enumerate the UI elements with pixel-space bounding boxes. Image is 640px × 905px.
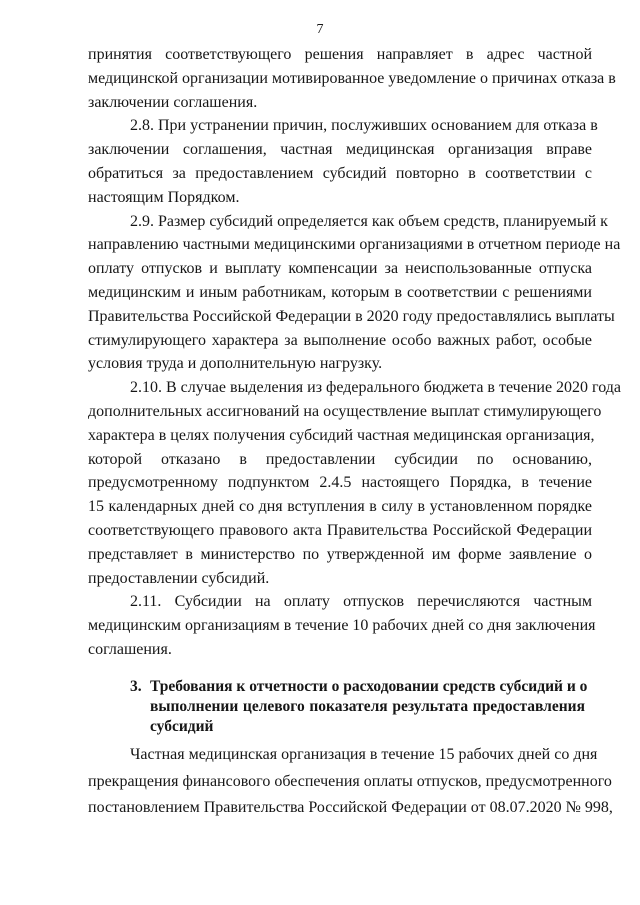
text-line: прекращения финансового обеспечения оплаты отпусков, предусмотренного	[88, 772, 612, 790]
text-line: соглашения.	[88, 640, 172, 658]
text-line: 2.10. В случае выделения из федерального бюджета в течение 2020 года	[130, 379, 621, 397]
text-line: 2.8. При устранении причин, послуживших основанием для отказа в	[130, 117, 598, 135]
text-line: стимулирующего характера за выполнение особо важных работ, особые	[88, 331, 592, 349]
document-body	[88, 43, 621, 662]
text-line: заключении соглашения.	[88, 93, 258, 111]
text-line: медицинской организации мотивированное уведомление о причинах отказа в	[88, 69, 616, 87]
text-line: принятия соответствующего решения направляет в адрес частной	[88, 46, 592, 63]
paragraph-continuation	[88, 43, 616, 114]
section-heading	[130, 677, 588, 737]
text-line: оплату отпусков и выплату компенсации за неиспользованные отпуска	[88, 260, 592, 278]
text-line: 2.9. Размер субсидий определяется как объем средств, планируемый к	[130, 212, 608, 230]
heading-line: субсидий	[150, 718, 214, 735]
text-line: предоставлении субсидий.	[88, 569, 270, 587]
text-line: направлению частными медицинскими организациями в отчетном периоде на	[88, 236, 621, 254]
paragraph-2-9	[88, 210, 621, 377]
text-line: дополнительных ассигнований на осуществление выплат стимулирующего	[88, 402, 602, 420]
section-number: 3.	[130, 678, 142, 695]
section-title	[150, 677, 588, 737]
text-line: Частная медицинская организация в течение 15 рабочих дней со дня	[130, 746, 598, 763]
text-line: характера в целях получения субсидий частная медицинская организация,	[88, 426, 595, 444]
text-line: представляет в министерство по утвержденной им форме заявление о	[88, 545, 592, 563]
text-line: постановлением Правительства Российской Федерации от 08.07.2020 № 998,	[88, 799, 613, 816]
text-line: соответствующего правового акта Правительства Российской Федерации	[88, 521, 592, 539]
paragraph-2-8	[88, 114, 598, 209]
text-line: 15 календарных дней со дня вступления в силу в установленном порядке	[88, 498, 592, 516]
heading-line: выполнении целевого показателя результата предоставления	[150, 698, 585, 715]
heading-line: Требования к отчетности о расходовании средств субсидий и о	[150, 678, 588, 695]
text-line: настоящим Порядком.	[88, 188, 240, 206]
text-line: которой отказано в предоставлении субсидии по основанию,	[88, 450, 592, 468]
text-line: предусмотренному подпунктом 2.4.5 настоящего Порядка, в течение	[88, 474, 592, 492]
paragraph-2-11	[88, 590, 596, 661]
paragraph-2-10	[88, 376, 621, 590]
paragraph-section-3	[88, 742, 613, 822]
text-line: медицинским и иным работникам, которым в соответствии с решениями	[88, 283, 592, 301]
text-line: медицинским организациям в течение 10 рабочих дней со дня заключения	[88, 617, 596, 635]
text-line: Правительства Российской Федерации в 2020 году предоставлялись выплаты	[88, 307, 615, 325]
text-line: условия труда и дополнительную нагрузку.	[88, 355, 383, 373]
text-line: 2.11. Субсидии на оплату отпусков перечисляются частным	[130, 593, 592, 611]
page-number: 7	[316, 22, 324, 37]
text-line: заключении соглашения, частная медицинская организация вправе	[88, 141, 592, 159]
text-line: обратиться за предоставлением субсидий повторно в соответствии с	[88, 164, 592, 182]
